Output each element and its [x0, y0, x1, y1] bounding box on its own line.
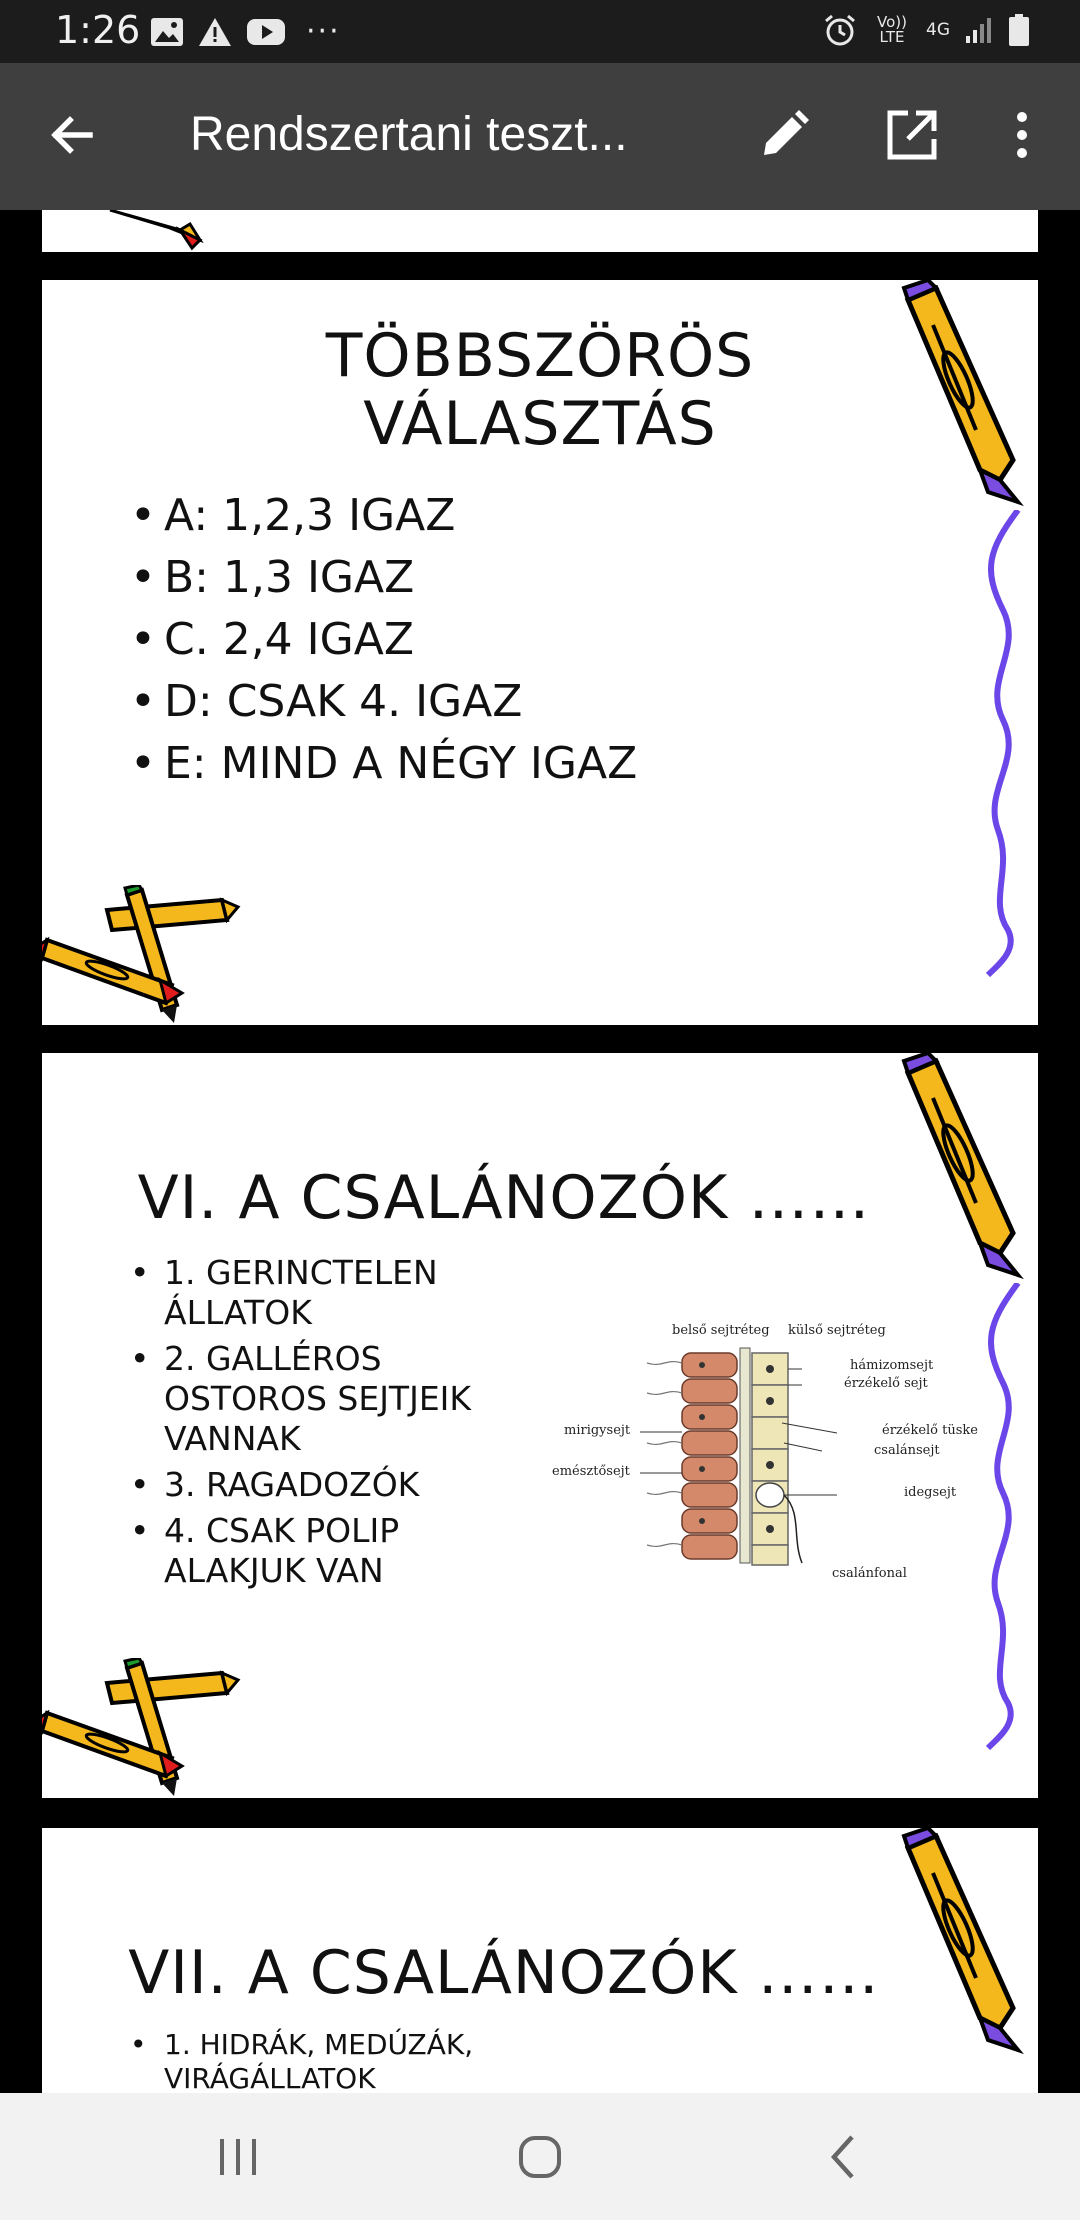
open-external-icon[interactable] — [880, 103, 944, 167]
crossed-pencils-clipart-icon — [42, 885, 242, 1025]
alarm-icon — [822, 12, 858, 48]
diagram-label: érzékelő tüske — [882, 1423, 978, 1438]
app-bar — [0, 63, 1080, 210]
diagram-label: idegsejt — [904, 1485, 957, 1500]
slide-partial-top — [42, 210, 1038, 252]
list-item: • 3. RAGADOZÓK — [130, 1465, 530, 1505]
diagram-label: mirigysejt — [564, 1423, 631, 1438]
diagram-label: külső sejtréteg — [788, 1323, 886, 1338]
more-options-icon[interactable] — [990, 103, 1054, 167]
network-type-icon: 4G — [926, 20, 950, 40]
squiggle-line-decoration — [978, 1283, 1038, 1753]
slides-viewer[interactable] — [0, 210, 1080, 2093]
pencil-clipart-icon — [888, 1053, 1028, 1293]
more-notifications-icon: ··· — [306, 14, 341, 49]
pencil-clipart-icon — [888, 1828, 1028, 2068]
slide-title: VII. A CSALÁNOZÓK …… — [128, 1938, 880, 2008]
cell-layer-diagram — [552, 1323, 982, 1593]
list-item: • 1. GERINCTELEN ÁLLATOK — [130, 1253, 530, 1333]
back-icon[interactable] — [814, 2127, 874, 2187]
warning-notification-icon — [198, 16, 232, 48]
status-time: 1:26 — [55, 8, 141, 52]
recent-apps-icon[interactable] — [208, 2127, 268, 2187]
diagram-label: emésztősejt — [552, 1464, 630, 1479]
document-title: Rendszertani teszt... — [190, 108, 628, 161]
statements-list — [130, 2028, 530, 2093]
slide-cnidarians-vii — [42, 1828, 1038, 2093]
diagram-label: csalánsejt — [874, 1443, 940, 1458]
list-item: • A: 1,2,3 IGAZ — [130, 485, 637, 547]
edit-pencil-icon[interactable] — [752, 103, 816, 167]
battery-icon — [1008, 13, 1030, 47]
list-item: • D: CSAK 4. IGAZ — [130, 671, 637, 733]
volte-icon: Vo)) LTE — [877, 13, 907, 46]
slide-cnidarians-vi — [42, 1053, 1038, 1798]
system-navigation-bar — [0, 2093, 1080, 2220]
list-item: • B: 1,3 IGAZ — [130, 547, 637, 609]
list-item: • 4. CSAK POLIP ALAKJUK VAN — [130, 1511, 530, 1591]
signal-strength-icon — [964, 15, 994, 45]
list-item: • 1. HIDRÁK, MEDÚZÁK, VIRÁGÁLLATOK — [130, 2028, 530, 2093]
answer-options-list — [130, 485, 637, 795]
diagram-label: csalánfonal — [832, 1566, 907, 1581]
list-item: • C. 2,4 IGAZ — [130, 609, 637, 671]
crossed-pencils-clipart-icon — [42, 1658, 242, 1798]
diagram-label: érzékelő sejt — [844, 1376, 928, 1391]
slide-multiple-choice — [42, 280, 1038, 1025]
diagram-label: hámizomsejt — [850, 1358, 934, 1373]
pencils-clipart-icon — [100, 210, 220, 252]
list-item: • E: MIND A NÉGY IGAZ — [130, 733, 637, 795]
diagram-label: belső sejtréteg — [672, 1323, 770, 1338]
squiggle-line-decoration — [978, 510, 1038, 980]
slide-title: TÖBBSZÖRÖS VÁLASZTÁS — [325, 321, 755, 459]
status-bar — [0, 0, 1080, 63]
gallery-notification-icon — [150, 16, 184, 48]
pencil-clipart-icon — [888, 280, 1028, 520]
list-item: • 2. GALLÉROS OSTOROS SEJTJEIK VANNAK — [130, 1339, 530, 1459]
statements-list — [130, 1253, 530, 1591]
youtube-notification-icon — [246, 17, 286, 47]
back-arrow-icon[interactable] — [40, 103, 104, 167]
home-icon[interactable] — [510, 2127, 570, 2187]
slide-title: VI. A CSALÁNOZÓK …… — [137, 1163, 871, 1233]
